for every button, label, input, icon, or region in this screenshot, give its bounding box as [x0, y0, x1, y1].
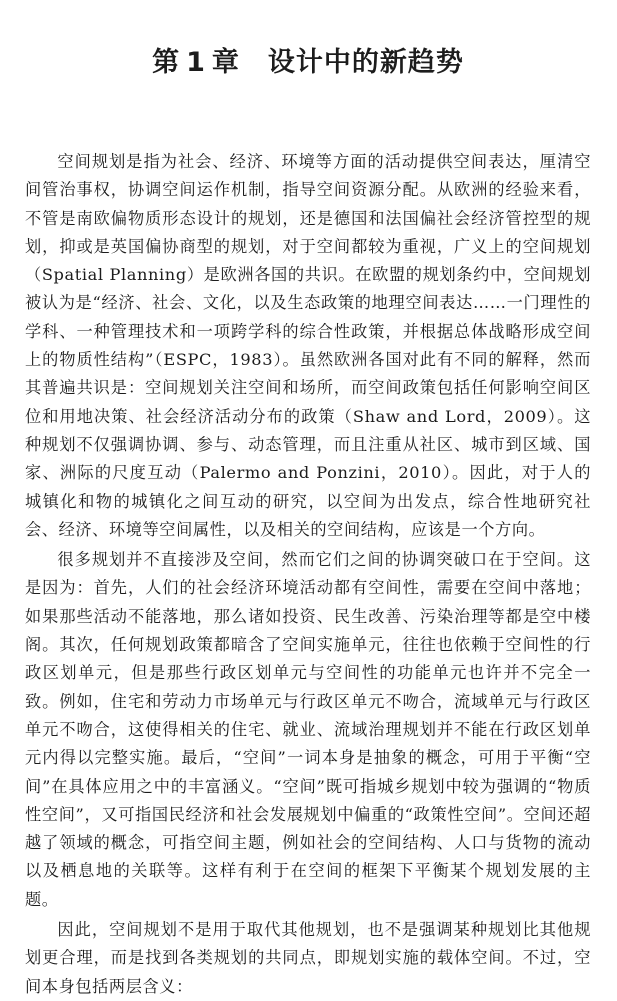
chapter-label-prefix: 第	[152, 47, 181, 78]
paragraph: 空间规划是指为社会、经济、环境等方面的活动提供空间表达，厘清空间管治事权，协调空间运作机制，指导空间资源分配。从欧洲的经验来看，不管是南欧偏物质形态设计的规划，还是德国和法国偏社会经济管控型的规划，抑或是英国偏协商型的规划，对于空间都较为重视，广义上的空间规划（Spatial Planning）是欧洲各国的共识。在欧盟的规划条约中，空间规划被认为是“经济、社会、文化，以及生态政策的地理空间表达……一门理性的学科、一种管理技术和一项跨学科的综合性政策，并根据总体战略形成空间上的物质性结构”（ESPC，1983）。虽然欧洲各国对此有不同的解释，然而其普遍共识是：空间规划关注空间和场所，而空间政策包括任何影响空间区位和用地决策、社会经济活动分布的政策（Shaw and Lord，2009）。这种规划不仅强调协调、参与、动态管理，而且注重从社区、城市到区域、国家、洲际的尺度互动（Palermo and Ponzini，2010）。因此，对于人的城镇化和物的城镇化之间互动的研究，以空间为出发点，综合性地研究社会、经济、环境等空间属性，以及相关的空间结构，应该是一个方向。	[25, 152, 591, 539]
paragraph: 因此，空间规划不是用于取代其他规划，也不是强调某种规划比其他规划更合理，而是找到各类规划的共同点，即规划实施的载体空间。不过，空间本身包括两层含义：	[25, 920, 591, 996]
chapter-number: 1	[186, 47, 206, 78]
body-text	[25, 148, 591, 1001]
paragraph: 很多规划并不直接涉及空间，然而它们之间的协调突破口在于空间。这是因为：首先，人们的社会经济环境活动都有空间性，需要在空间中落地；如果那些活动不能落地，那么诸如投资、民生改善、污染治理等都是空中楼阁。其次，任何规划政策都暗含了空间实施单元，往往也依赖于空间性的行政区划单元，但是那些行政区划单元与空间性的功能单元也许并不完全一致。例如，住宅和劳动力市场单元与行政区单元不吻合，流域单元与行政区单元不吻合，这使得相关的住宅、就业、流域治理规划并不能在行政区划单元内得以完整实施。最后，“空间”一词本身是抽象的概念，可用于平衡“空间”在具体应用之中的丰富涵义。“空间”既可指城乡规划中较为强调的“物质性空间”，又可指国民经济和社会发展规划中偏重的“政策性空间”。空间还超越了领域的概念，可指空间主题，例如社会的空间结构、人口与货物的流动以及栖息地的关联等。这样有利于在空间的框架下平衡某个规划发展的主题。	[25, 550, 591, 909]
chapter-title: 设计中的新趋势	[267, 47, 464, 78]
chapter-heading	[25, 0, 591, 92]
chapter-label-suffix: 章	[211, 47, 240, 78]
